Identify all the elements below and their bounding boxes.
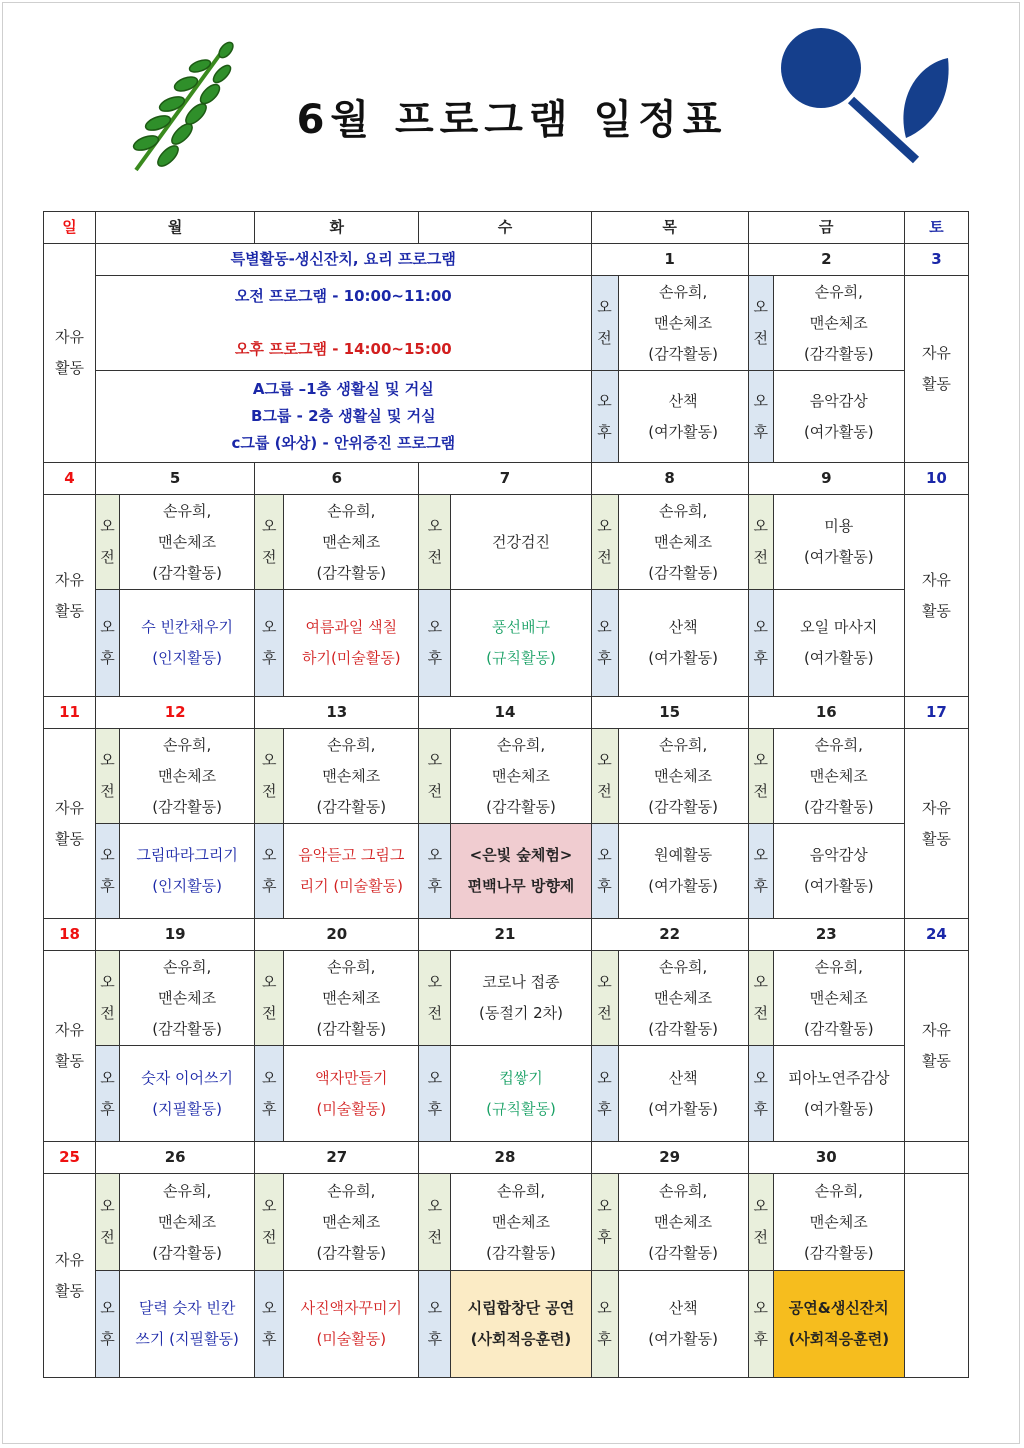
- date-28: 28: [419, 1142, 591, 1174]
- pm-label: 오 후: [255, 1271, 284, 1378]
- group-a: A그룹 –1층 생활실 및 거실: [252, 380, 434, 398]
- sat-free-activity: 자유 활동: [904, 276, 968, 463]
- wed7-am-activity: 건강검진: [451, 495, 591, 590]
- am-label: 오 전: [419, 1174, 451, 1271]
- sun-free-activity: 자유 활동: [44, 729, 96, 919]
- am-label: 오 전: [96, 495, 120, 590]
- fri16-am-activity: 손유희, 맨손체조 (감각활동): [773, 729, 904, 824]
- am-label: 오 전: [748, 1174, 773, 1271]
- date-22: 22: [591, 919, 748, 951]
- am-label: 오 전: [591, 951, 618, 1046]
- sun-free-activity: 자유 활동: [44, 951, 96, 1142]
- thu15-am-activity: 손유희, 맨손체조 (감각활동): [618, 729, 748, 824]
- pm-label: 오 후: [255, 824, 284, 919]
- am-label: 오 전: [419, 729, 451, 824]
- pm-label: 오 후: [591, 1174, 618, 1271]
- am-label: 오 전: [591, 276, 618, 371]
- special-activity-notice: 특별활동-생신잔치, 요리 프로그램: [96, 244, 592, 276]
- pm-program-time: 오후 프로그램 - 14:00~15:00: [234, 340, 452, 358]
- sun-free-activity: 자유 활동: [44, 495, 96, 697]
- pm-label: 오 후: [748, 1046, 773, 1142]
- weekday-fri: 금: [748, 212, 904, 244]
- date-2: 2: [748, 244, 904, 276]
- date-3: 3: [904, 244, 968, 276]
- mon5-am-activity: 손유희, 맨손체조 (감각활동): [120, 495, 255, 590]
- fri23-pm-activity: 피아노연주감상 (여가활동): [773, 1046, 904, 1142]
- thu22-am-activity: 손유희, 맨손체조 (감각활동): [618, 951, 748, 1046]
- fri2-pm-activity: 음악감상 (여가활동): [773, 371, 904, 463]
- pm-label: 오 후: [255, 1046, 284, 1142]
- pm-label: 오 후: [748, 824, 773, 919]
- schedule-table: [43, 211, 969, 1378]
- date-26: 26: [96, 1142, 255, 1174]
- tue13-am-activity: 손유희, 맨손체조 (감각활동): [284, 729, 419, 824]
- pm-label: 오 후: [591, 371, 618, 463]
- pm-label: 오 후: [96, 1046, 120, 1142]
- group-c: c그룹 (와상) - 안위증진 프로그램: [231, 434, 456, 452]
- date-8: 8: [591, 463, 748, 495]
- fri30-am-activity: 손유희, 맨손체조 (감각활동): [773, 1174, 904, 1271]
- mon12-am-activity: 손유희, 맨손체조 (감각활동): [120, 729, 255, 824]
- fri9-am-activity: 미용 (여가활동): [773, 495, 904, 590]
- am-label: 오 전: [748, 495, 773, 590]
- mon26-am-activity: 손유희, 맨손체조 (감각활동): [120, 1174, 255, 1271]
- pm-label: 오 후: [748, 1271, 773, 1378]
- date-empty: [904, 1142, 968, 1174]
- sun-free-activity: 자유 활동: [44, 1174, 96, 1378]
- weekday-tue: 화: [255, 212, 419, 244]
- weekday-mon: 월: [96, 212, 255, 244]
- am-label: 오 전: [96, 1174, 120, 1271]
- pm-label: 오 후: [255, 590, 284, 697]
- weekday-header-row: [44, 212, 969, 244]
- am-label: 오 전: [748, 729, 773, 824]
- pm-label: 오 후: [419, 824, 451, 919]
- weekday-thu: 목: [591, 212, 748, 244]
- date-24: 24: [904, 919, 968, 951]
- date-18: 18: [44, 919, 96, 951]
- wed21-am-activity: 코로나 접종 (동절기 2차): [451, 951, 591, 1046]
- date-23: 23: [748, 919, 904, 951]
- thu1-pm-activity: 산책 (여가활동): [618, 371, 748, 463]
- am-label: 오 전: [748, 951, 773, 1046]
- am-label: 오 전: [255, 1174, 284, 1271]
- date-21: 21: [419, 919, 591, 951]
- weekday-sat: 토: [904, 212, 968, 244]
- am-label: 오 전: [419, 495, 451, 590]
- pm-label: 오 후: [419, 1271, 451, 1378]
- date-9: 9: [748, 463, 904, 495]
- pm-label: 오 후: [591, 1271, 618, 1378]
- date-30: 30: [748, 1142, 904, 1174]
- wed28-am-activity: 손유희, 맨손체조 (감각활동): [451, 1174, 591, 1271]
- tue13-pm-activity: 음악듣고 그림그 리기 (미술활동): [284, 824, 419, 919]
- sat-free-activity: 자유 활동: [904, 729, 968, 919]
- wed28-pm-activity: 시립합창단 공연 (사회적응훈련): [451, 1271, 591, 1378]
- fri23-am-activity: 손유희, 맨손체조 (감각활동): [773, 951, 904, 1046]
- page-title: 6월 프로그램 일정표: [296, 97, 728, 143]
- sun-free-activity: 자유 활동: [44, 244, 96, 463]
- date-4: 4: [44, 463, 96, 495]
- am-label: 오 전: [591, 495, 618, 590]
- am-label: 오 전: [96, 951, 120, 1046]
- tue6-am-activity: 손유희, 맨손체조 (감각활동): [284, 495, 419, 590]
- tue20-pm-activity: 액자만들기 (미술활동): [284, 1046, 419, 1142]
- mon5-pm-activity: 수 빈칸채우기 (인지활동): [120, 590, 255, 697]
- date-13: 13: [255, 697, 419, 729]
- pm-label: 오 후: [591, 1046, 618, 1142]
- sat-free-activity: 자유 활동: [904, 951, 968, 1142]
- date-12: 12: [96, 697, 255, 729]
- pm-label: 오 후: [748, 371, 773, 463]
- date-14: 14: [419, 697, 591, 729]
- wed21-pm-activity: 컵쌓기 (규칙활동): [451, 1046, 591, 1142]
- fri30-pm-activity: 공연&생신잔치 (사회적응훈련): [773, 1271, 904, 1378]
- am-label: 오 전: [255, 495, 284, 590]
- am-label: 오 전: [255, 729, 284, 824]
- pm-label: 오 후: [96, 824, 120, 919]
- pm-label: 오 후: [419, 1046, 451, 1142]
- program-time-notice: [96, 276, 592, 371]
- date-10: 10: [904, 463, 968, 495]
- date-20: 20: [255, 919, 419, 951]
- wed7-pm-activity: 풍선배구 (규칙활동): [451, 590, 591, 697]
- pm-label: 오 후: [591, 590, 618, 697]
- mon12-pm-activity: 그림따라그리기 (인지활동): [120, 824, 255, 919]
- am-label: 오 전: [748, 276, 773, 371]
- date-27: 27: [255, 1142, 419, 1174]
- thu29-am-activity: 손유희, 맨손체조 (감각활동): [618, 1174, 748, 1271]
- thu22-pm-activity: 산책 (여가활동): [618, 1046, 748, 1142]
- date-5: 5: [96, 463, 255, 495]
- tue27-am-activity: 손유희, 맨손체조 (감각활동): [284, 1174, 419, 1271]
- am-label: 오 전: [255, 951, 284, 1046]
- fri16-pm-activity: 음악감상 (여가활동): [773, 824, 904, 919]
- group-b: B그룹 - 2층 생활실 및 거실: [250, 407, 436, 425]
- tue27-pm-activity: 사진액자꾸미기 (미술활동): [284, 1271, 419, 1378]
- am-label: 오 전: [591, 729, 618, 824]
- thu1-am-activity: 손유희, 맨손체조 (감각활동): [618, 276, 748, 371]
- date-25: 25: [44, 1142, 96, 1174]
- date-19: 19: [96, 919, 255, 951]
- date-1: 1: [591, 244, 748, 276]
- date-29: 29: [591, 1142, 748, 1174]
- am-label: 오 전: [96, 729, 120, 824]
- pm-label: 오 후: [96, 1271, 120, 1378]
- sat-free-activity: 자유 활동: [904, 495, 968, 697]
- mon26-pm-activity: 달력 숫자 빈칸 쓰기 (지필활동): [120, 1271, 255, 1378]
- tue20-am-activity: 손유희, 맨손체조 (감각활동): [284, 951, 419, 1046]
- date-6: 6: [255, 463, 419, 495]
- date-15: 15: [591, 697, 748, 729]
- thu29-pm-activity: 산책 (여가활동): [618, 1271, 748, 1378]
- weekday-sun: 일: [44, 212, 96, 244]
- pm-label: 오 후: [419, 590, 451, 697]
- wed14-am-activity: 손유희, 맨손체조 (감각활동): [451, 729, 591, 824]
- date-17: 17: [904, 697, 968, 729]
- thu15-pm-activity: 원예활동 (여가활동): [618, 824, 748, 919]
- sat-empty: [904, 1174, 968, 1378]
- am-program-time: 오전 프로그램 - 10:00~11:00: [234, 287, 452, 305]
- pm-label: 오 후: [96, 590, 120, 697]
- pm-label: 오 후: [748, 590, 773, 697]
- mon19-am-activity: 손유희, 맨손체조 (감각활동): [120, 951, 255, 1046]
- tue6-pm-activity: 여름과일 색칠 하기(미술활동): [284, 590, 419, 697]
- fri2-am-activity: 손유희, 맨손체조 (감각활동): [773, 276, 904, 371]
- thu8-am-activity: 손유희, 맨손체조 (감각활동): [618, 495, 748, 590]
- weekday-wed: 수: [419, 212, 591, 244]
- wed14-pm-activity: <은빛 숲체험> 편백나무 방향제: [451, 824, 591, 919]
- mon19-pm-activity: 숫자 이어쓰기 (지필활동): [120, 1046, 255, 1142]
- pm-label: 오 후: [591, 824, 618, 919]
- date-16: 16: [748, 697, 904, 729]
- fri9-pm-activity: 오일 마사지 (여가활동): [773, 590, 904, 697]
- thu8-pm-activity: 산책 (여가활동): [618, 590, 748, 697]
- group-notice: [96, 371, 592, 463]
- date-7: 7: [419, 463, 591, 495]
- date-11: 11: [44, 697, 96, 729]
- am-label: 오 전: [419, 951, 451, 1046]
